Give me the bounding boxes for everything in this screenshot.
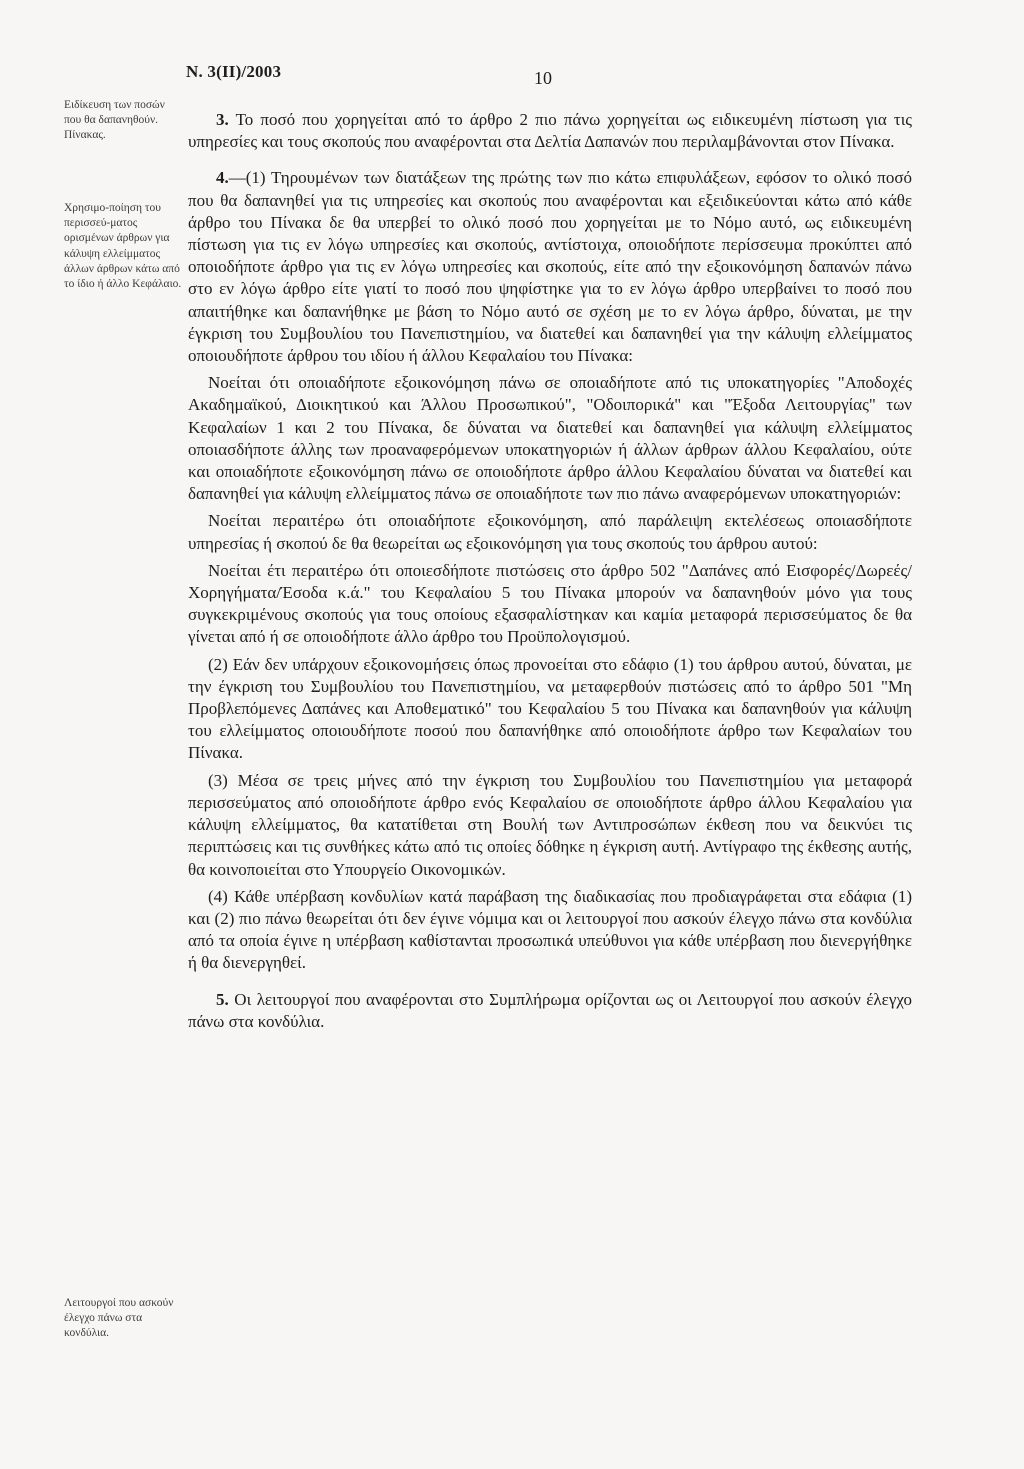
article-4-proviso-2: Νοείται περαιτέρω ότι οποιαδήποτε εξοικονόμηση, από παράλειψη εκτελέσεως οποιασδήποτε υπηρεσίας ή σκοπού δε θα θεωρείται ως εξοικονόμηση για τους σκοπούς του άρθρου αυτού: [188, 511, 912, 553]
article-4-paragraph-1 [188, 167, 912, 367]
article-4-proviso-1: Νοείται ότι οποιαδήποτε εξοικονόμηση πάνω σε οποιαδήποτε από τις υποκατηγορίες "Αποδοχές Ακαδημαϊκού, Διοικητικού και Άλλου Προσωπικού", "Οδοιπορικά" και "Έξοδα Λειτουργίας" των Κεφαλαίων 1 και 2 του Πίνακα, δε δύναται να διατεθεί και δαπανηθεί για κάλυψη ελλείμματος οποιασδήποτε άλλης των προαναφερόμενων υποκατηγοριών ή άλλων άρθρων άλλου Κεφαλαίου, ούτε και οποιαδήποτε εξοικονόμηση πάνω σε οποιοδήποτε άρθρο άλλου Κεφαλαίου δύναται να διατεθεί και δαπανηθεί για κάλυψη ελλείμματος πάνω σε οποιαδήποτε των πιο πάνω αναφερόμενων υποκατηγοριών: [188, 373, 912, 504]
article-4-proviso-3: Νοείται έτι περαιτέρω ότι οποιεσδήποτε πιστώσεις στο άρθρο 502 "Δαπάνες από Εισφορές/Δωρεές/Χορηγήματα/Έσοδα κ.ά." του Κεφαλαίου 5 του Πίνακα μπορούν να δαπανηθούν μόνο για τους συγκεκριμένους σκοπούς για τους οποίους εξασφαλίστηκαν και καμία μεταφορά περισσεύματος δε θα γίνεται από ή σε οποιοδήποτε άλλο άρθρο του Προϋπολογισμού. [188, 560, 912, 647]
article-4-paragraph-4: (4) Κάθε υπέρβαση κονδυλίων κατά παράβαση της διαδικασίας που προδιαγράφεται στα εδάφια (1) και (2) πιο πάνω θεωρείται ότι δεν έγινε νόμιμα και οι λειτουργοί που ασκούν έλεγχο πάνω στα κονδύλια από τα οποία έγινε η υπέρβαση καθίστανται προσωπικά υπεύθυνοι για κάθε υπέρβαση που διενεργήθηκε ή θα διενεργηθεί. [188, 886, 912, 973]
margin-note-surplus-use: Χρησιμο-ποίηση του περισσεύ-ματος ορισμένων άρθρων για κάλυψη ελλείμματος άλλων άρθρων κάτω από το ίδιο ή άλλο Κεφάλαιο. [64, 202, 182, 291]
article-4-number: 4. [216, 168, 229, 188]
article-3 [188, 109, 912, 153]
margin-note-officers: Λειτουργοί που ασκούν έλεγχο πάνω στα κονδύλια. [64, 1297, 174, 1340]
article-3-number: 3. [216, 110, 229, 129]
page-number: 10 [534, 68, 552, 88]
article-5-text: Οι λειτουργοί που αναφέρονται στο Συμπλήρωμα ορίζονται ως οι Λειτουργοί που ασκούν έλεγχο πάνω στα κονδύλια. [188, 989, 913, 1031]
article-4-p1-text: —(1) Τηρουμένων των διατάξεων της πρώτης των πιο κάτω επιφυλάξεων, εφόσον το ολικό ποσό που θα δαπανηθεί για τις υπηρεσίες και σκοπούς που αναφέρονται και εξειδικεύονται κάτω από κάθε άρθρο του Πίνακα δε θα υπερβεί το ολικό ποσό που χορηγείται με το Νόμο αυτό, ως ειδικευμένη πίστωση για τις εν λόγω υπηρεσίες και σκοπούς, αντίστοιχα, οποιοδήποτε περίσσευμα προκύπτει από οποιοδήποτε άρθρο για τις εν λόγω υπηρεσίες και σκοπούς, είτε από την εξοικονόμηση δαπανών πάνω στο εν λόγω άρθρο είτε γιατί το ποσό που ψηφίστηκε για το εν λόγω άρθρο υπερβαίνει το ποσό που απαιτήθηκε και δαπανήθηκε με βάση το Νόμο αυτό σε σχέση με το εν λόγω άρθρο, δύναται, με την έγκριση του Συμβουλίου του Πανεπιστημίου, να διατεθεί και δαπανηθεί για την κάλυψη ελλείμματος οποιουδήποτε άρθρου του ιδίου ή άλλου Κεφαλαίου του Πίνακα: [188, 168, 912, 366]
article-4-paragraph-3: (3) Μέσα σε τρεις μήνες από την έγκριση του Συμβουλίου του Πανεπιστημίου για μεταφορά περισσεύματος από οποιοδήποτε άρθρο ενός Κεφαλαίου σε οποιοδήποτε άρθρο άλλου Κεφαλαίου για κάλυψη ελλείμματος, θα κατατίθεται στη Βουλή των Αντιπροσώπων έκθεση που να δεικνύει τις περιπτώσεις και τις συνθήκες κάτω από τις οποίες δόθηκε η έγκριση αυτή. Αντίγραφο της έκθεσης αυτής, θα κοινοποιείται στο Υπουργείο Οικονομικών. [188, 770, 912, 879]
article-4-paragraph-2: (2) Εάν δεν υπάρχουν εξοικονομήσεις όπως προνοείται στο εδάφιο (1) του άρθρου αυτού, δύναται, με την έγκριση του Συμβουλίου του Πανεπιστημίου, να μεταφερθούν πιστώσεις από το άρθρο 501 "Μη Προβλεπόμενες Δαπάνες και Αποθεματικό" του Κεφαλαίου 5 του Πίνακα και δαπανηθούν για κάλυψη του ελλείμματος οποιουδήποτε ποσού που δαπανήθηκε από οποιοδήποτε άρθρο των Κεφαλαίων του Πίνακα. [188, 654, 912, 763]
article-5-number: 5. [216, 989, 229, 1009]
law-reference: Ν. 3(ΙΙ)/2003 [186, 62, 282, 81]
article-3-text: Το ποσό που χορηγείται από το άρθρο 2 πιο πάνω χορηγείται ως ειδικευμένη πίστωση για τις υπηρεσίες και τους σκοπούς που αναφέρονται στα Δελτία Δαπανών που περιλαμβάνονται στον Πίνακα. [188, 110, 912, 152]
margin-note-specification: Ειδίκευση των ποσών που θα δαπανηθούν. Πίνακας. [64, 99, 165, 142]
law-body [188, 109, 912, 1033]
article-5 [188, 989, 912, 1033]
